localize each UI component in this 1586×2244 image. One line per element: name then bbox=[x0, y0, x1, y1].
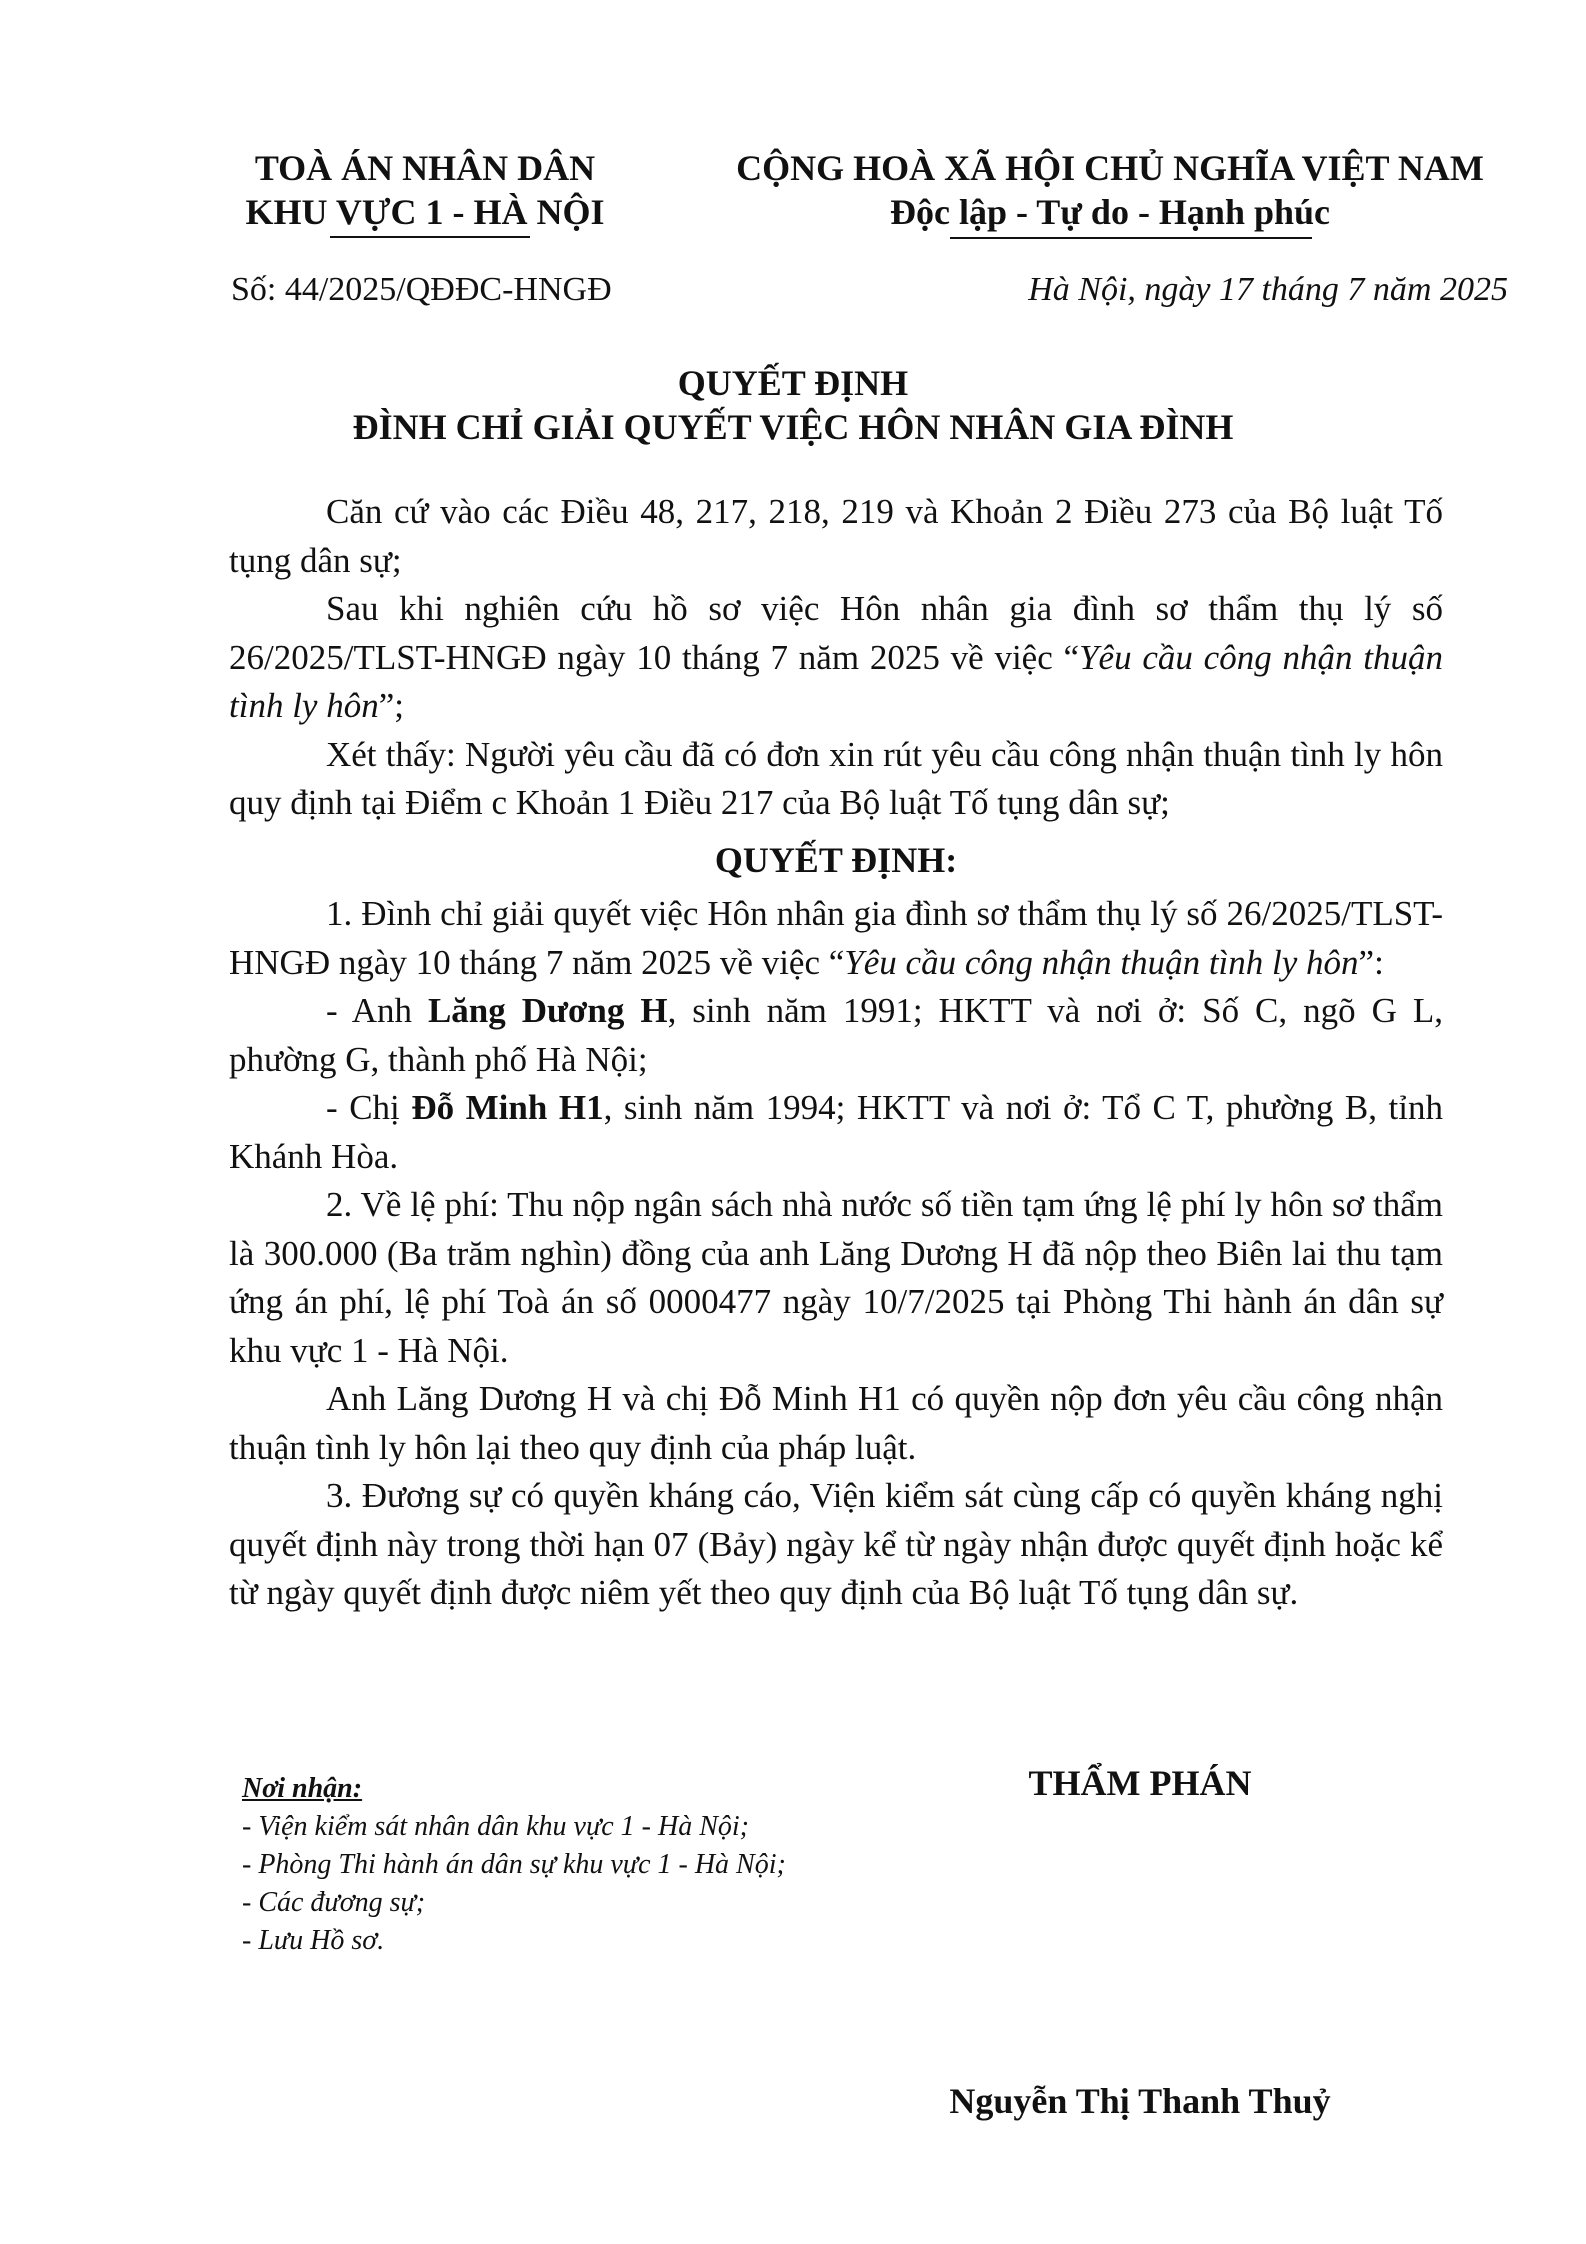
document-title: QUYẾT ĐỊNH bbox=[677, 363, 909, 403]
recipient-item: - Lưu Hồ sơ. bbox=[242, 1925, 385, 1956]
decision-1-end: ”: bbox=[1358, 942, 1384, 982]
document-body bbox=[229, 488, 1443, 1618]
paragraph-finding: Xét thấy: Người yêu cầu đã có đơn xin rút yêu cầu công nhận thuận tình ly hôn quy định tại Điểm c Khoản 1 Điều 217 của Bộ luật Tố tụng dân sự; bbox=[229, 734, 1443, 822]
document-number: Số: 44/2025/QĐĐC-HNGĐ bbox=[231, 271, 612, 308]
nation-name: CỘNG HOÀ XÃ HỘI CHỦ NGHĨA VIỆT NAM bbox=[736, 148, 1484, 188]
paragraph-legal-basis: Căn cứ vào các Điều 48, 217, 218, 219 và Khoản 2 Điều 273 của Bộ luật Tố tụng dân sự; bbox=[229, 492, 1443, 580]
decision-item-2: 2. Về lệ phí: Thu nộp ngân sách nhà nước số tiền tạm ứng lệ phí ly hôn sơ thẩm là 300.000 (Ba trăm nghìn) đồng của anh Lăng Dương H đã nộp theo Biên lai thu tạm ứng án phí, lệ phí Toà án số 0000477 ngày 10/7/2025 tại Phòng Thi hành án dân sự khu vực 1 - Hà Nội. bbox=[229, 1185, 1443, 1370]
motto-underline bbox=[950, 237, 1312, 239]
party-2-prefix: - Chị bbox=[326, 1088, 412, 1127]
nation-motto-block bbox=[700, 146, 1520, 234]
case-review-text: Sau khi nghiên cứu hồ sơ việc Hôn nhân gia đình sơ thẩm thụ lý số 26/2025/TLST-HNGĐ ngày 10 tháng 7 năm 2025 về việc “ bbox=[229, 589, 1443, 677]
court-name-line1: TOÀ ÁN NHÂN DÂN bbox=[254, 148, 596, 188]
court-underline bbox=[330, 236, 530, 238]
decision-1-subject: Yêu cầu công nhận thuận tình ly hôn bbox=[844, 942, 1359, 982]
decision-item-2-note: Anh Lăng Dương H và chị Đỗ Minh H1 có quyền nộp đơn yêu cầu công nhận thuận tình ly hôn lại theo quy định của pháp luật. bbox=[229, 1379, 1443, 1467]
nation-motto: Độc lập - Tự do - Hạnh phúc bbox=[889, 192, 1331, 232]
decision-1-text: 1. Đình chỉ giải quyết việc Hôn nhân gia đình sơ thẩm thụ lý số 26/2025/TLST-HNGĐ ngày 10 tháng 7 năm 2025 về việc “ bbox=[229, 894, 1443, 982]
case-subject: Yêu cầu công nhận thuận tình ly hôn bbox=[229, 637, 1444, 725]
case-review-end: ”; bbox=[378, 686, 404, 725]
paragraph-case-review bbox=[229, 585, 1443, 731]
place-date: Hà Nội, ngày 17 tháng 7 năm 2025 bbox=[1028, 271, 1508, 308]
party-1-name: Lăng Dương H bbox=[427, 991, 668, 1030]
party-2-details: , sinh năm 1994; HKTT và nơi ở: Tổ C T, phường B, tỉnh Khánh Hòa. bbox=[229, 1088, 1443, 1176]
decision-item-1 bbox=[229, 890, 1443, 987]
party-2-name: Đỗ Minh H1 bbox=[411, 1088, 604, 1127]
court-name-line2: KHU VỰC 1 - HÀ NỘI bbox=[245, 192, 605, 232]
court-name-block bbox=[185, 146, 665, 234]
recipients-block bbox=[242, 1770, 862, 1960]
document-subtitle: ĐÌNH CHỈ GIẢI QUYẾT VIỆC HÔN NHÂN GIA ĐÌNH bbox=[352, 407, 1234, 447]
party-2 bbox=[229, 1084, 1443, 1181]
recipient-item: - Các đương sự; bbox=[242, 1887, 426, 1918]
decision-heading: QUYẾT ĐỊNH: bbox=[714, 839, 958, 880]
party-1-details: , sinh năm 1991; HKTT và nơi ở: Số C, ngõ G L, phường G, thành phố Hà Nội; bbox=[229, 991, 1443, 1079]
judge-title: THẨM PHÁN bbox=[1028, 1763, 1252, 1803]
recipient-item: - Viện kiểm sát nhân dân khu vực 1 - Hà Nội; bbox=[242, 1811, 749, 1842]
party-1 bbox=[229, 987, 1443, 1084]
recipients-label: Nơi nhận: bbox=[242, 1773, 363, 1804]
recipient-item: - Phòng Thi hành án dân sự khu vực 1 - Hà Nội; bbox=[242, 1849, 786, 1880]
party-1-prefix: - Anh bbox=[326, 991, 428, 1030]
judge-name: Nguyễn Thị Thanh Thuỷ bbox=[949, 2081, 1331, 2121]
decision-item-3: 3. Đương sự có quyền kháng cáo, Viện kiểm sát cùng cấp có quyền kháng nghị quyết định này trong thời hạn 07 (Bảy) ngày kể từ ngày nhận được quyết định hoặc kể từ ngày quyết định được niêm yết theo quy định của Bộ luật Tố tụng dân sự. bbox=[229, 1476, 1443, 1612]
